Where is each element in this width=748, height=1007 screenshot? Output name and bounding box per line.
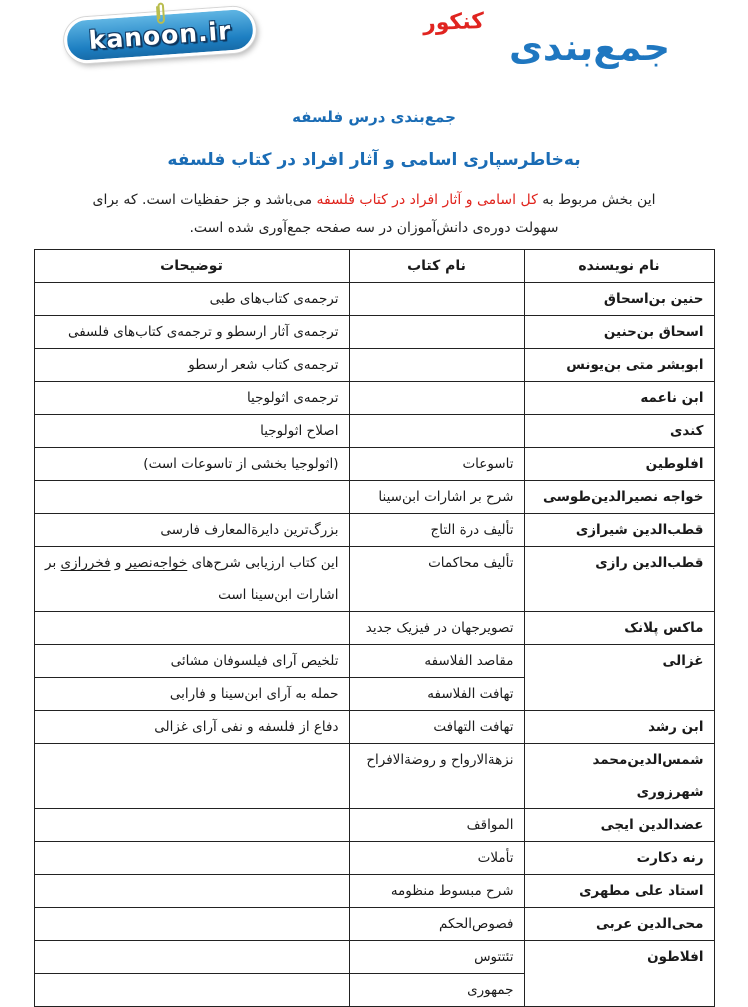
intro-paragraph xyxy=(82,186,666,242)
book-cell: فصوص‌الحکم xyxy=(349,908,524,941)
author-cell: ماکس پلانک xyxy=(524,612,714,645)
table-row xyxy=(34,316,714,349)
book-cell: تاسوعات xyxy=(349,448,524,481)
author-cell: حنین بن‌اسحاق xyxy=(524,283,714,316)
author-cell: ابوبشر متی بن‌یونس xyxy=(524,349,714,382)
table-row xyxy=(34,744,714,809)
table-row xyxy=(34,514,714,547)
description-cell xyxy=(34,941,349,974)
description-cell: بزرگ‌ترین دایرةالمعارف فارسی xyxy=(34,514,349,547)
table-header-row xyxy=(34,250,714,283)
table-row xyxy=(34,415,714,448)
book-cell: تألیف محاکمات xyxy=(349,547,524,612)
book-cell: تهافت التهافت xyxy=(349,711,524,744)
book-cell xyxy=(349,283,524,316)
description-cell xyxy=(34,809,349,842)
author-cell: ابن رشد xyxy=(524,711,714,744)
table-row xyxy=(34,382,714,415)
brand-main-text: جمع‌بندی xyxy=(508,26,670,69)
table-row xyxy=(34,809,714,842)
table-row xyxy=(34,283,714,316)
table-row xyxy=(34,349,714,382)
author-cell: کندی xyxy=(524,415,714,448)
underlined-term: فخررازی xyxy=(60,555,111,571)
book-cell: نزهةالارواح و روضةالافراح xyxy=(349,744,524,809)
book-cell: المواقف xyxy=(349,809,524,842)
table-row xyxy=(34,711,714,744)
description-cell: تلخیص آرای فیلسوفان مشائی xyxy=(34,645,349,678)
column-header: نام نویسنده xyxy=(524,250,714,283)
table-row xyxy=(34,875,714,908)
kanoon-logo-text: kanoon.ir xyxy=(87,15,233,55)
book-cell xyxy=(349,415,524,448)
description-cell: (اثولوجیا بخشی از تاسوعات است) xyxy=(34,448,349,481)
author-cell: افلاطون xyxy=(524,941,714,1007)
description-cell xyxy=(34,744,349,809)
kanoon-logo xyxy=(63,5,258,64)
book-cell: مقاصد الفلاسفه xyxy=(349,645,524,678)
book-cell xyxy=(349,382,524,415)
column-header: توضیحات xyxy=(34,250,349,283)
table-row xyxy=(34,908,714,941)
book-cell: تألیف درة التاج xyxy=(349,514,524,547)
page-title: به‌خاطرسپاری اسامی و آثار افراد در کتاب فلسفه xyxy=(167,150,581,170)
book-cell: شرح بر اشارات ابن‌سینا xyxy=(349,481,524,514)
table-row xyxy=(34,612,714,645)
description-cell: حمله به آرای ابن‌سینا و فارابی xyxy=(34,678,349,711)
book-cell: شرح مبسوط منظومه xyxy=(349,875,524,908)
author-cell: افلوطین xyxy=(524,448,714,481)
book-cell: تأملات xyxy=(349,842,524,875)
description-text: و xyxy=(110,555,126,571)
table-row xyxy=(34,481,714,514)
description-cell xyxy=(34,481,349,514)
author-cell: ابن ناعمه xyxy=(524,382,714,415)
description-cell xyxy=(34,875,349,908)
author-cell: قطب‌الدین شیرازی xyxy=(524,514,714,547)
brand-accent-text: کنکور xyxy=(422,8,485,37)
table-row xyxy=(34,448,714,481)
description-text: بر اشارات ابن‌سینا است xyxy=(45,555,339,603)
author-cell: قطب‌الدین رازی xyxy=(524,547,714,612)
description-text: این کتاب ارزیابی شرح‌های xyxy=(187,555,339,571)
description-cell: دفاع از فلسفه و نفی آرای غزالی xyxy=(34,711,349,744)
description-cell xyxy=(34,908,349,941)
table-row xyxy=(34,842,714,875)
author-cell: محی‌الدین عربی xyxy=(524,908,714,941)
author-cell: رنه دکارت xyxy=(524,842,714,875)
konkur-brand-logo xyxy=(390,8,670,72)
book-cell: تهافت الفلاسفه xyxy=(349,678,524,711)
intro-highlight: کل اسامی و آثار افراد در کتاب فلسفه xyxy=(316,192,538,208)
description-cell xyxy=(34,974,349,1007)
underlined-term: خواجه‌نصیر xyxy=(125,555,188,571)
paperclip-icon xyxy=(153,0,169,27)
intro-text-before: این بخش مربوط به xyxy=(537,192,656,208)
table-row xyxy=(34,547,714,612)
book-cell xyxy=(349,316,524,349)
description-cell xyxy=(34,842,349,875)
authors-books-table xyxy=(34,249,715,1007)
author-cell: عضدالدین ایجی xyxy=(524,809,714,842)
description-cell: اصلاح اثولوجیا xyxy=(34,415,349,448)
author-cell: اسحاق بن‌حنین xyxy=(524,316,714,349)
book-cell: تصویرجهان در فیزیک جدید xyxy=(349,612,524,645)
description-cell xyxy=(34,612,349,645)
page-header xyxy=(0,0,748,78)
column-header: نام کتاب xyxy=(349,250,524,283)
author-cell: استاد علی مطهری xyxy=(524,875,714,908)
author-cell: خواجه نصیرالدین‌طوسی xyxy=(524,481,714,514)
description-cell: ترجمه‌ی آثار ارسطو و ترجمه‌ی کتاب‌های فلسفی xyxy=(34,316,349,349)
table-row xyxy=(34,941,714,974)
book-cell: جمهوری xyxy=(349,974,524,1007)
author-cell: غزالی xyxy=(524,645,714,711)
book-cell: تئتتوس xyxy=(349,941,524,974)
table-row xyxy=(34,645,714,678)
book-cell xyxy=(349,349,524,382)
description-cell: ترجمه‌ی کتاب شعر ارسطو xyxy=(34,349,349,382)
description-cell: ترجمه‌ی اثولوجیا xyxy=(34,382,349,415)
author-cell: شمس‌الدین‌محمد شهرزوری xyxy=(524,744,714,809)
lesson-subtitle: جمع‌بندی درس فلسفه xyxy=(292,108,456,126)
description-cell xyxy=(34,547,349,612)
intro-text-after: می‌باشد و جز حفظیات است. که برای سهولت دوره‌ی دانش‌آموزان در سه صفحه جمع‌آوری شده است. xyxy=(92,192,559,236)
description-cell: ترجمه‌ی کتاب‌های طبی xyxy=(34,283,349,316)
